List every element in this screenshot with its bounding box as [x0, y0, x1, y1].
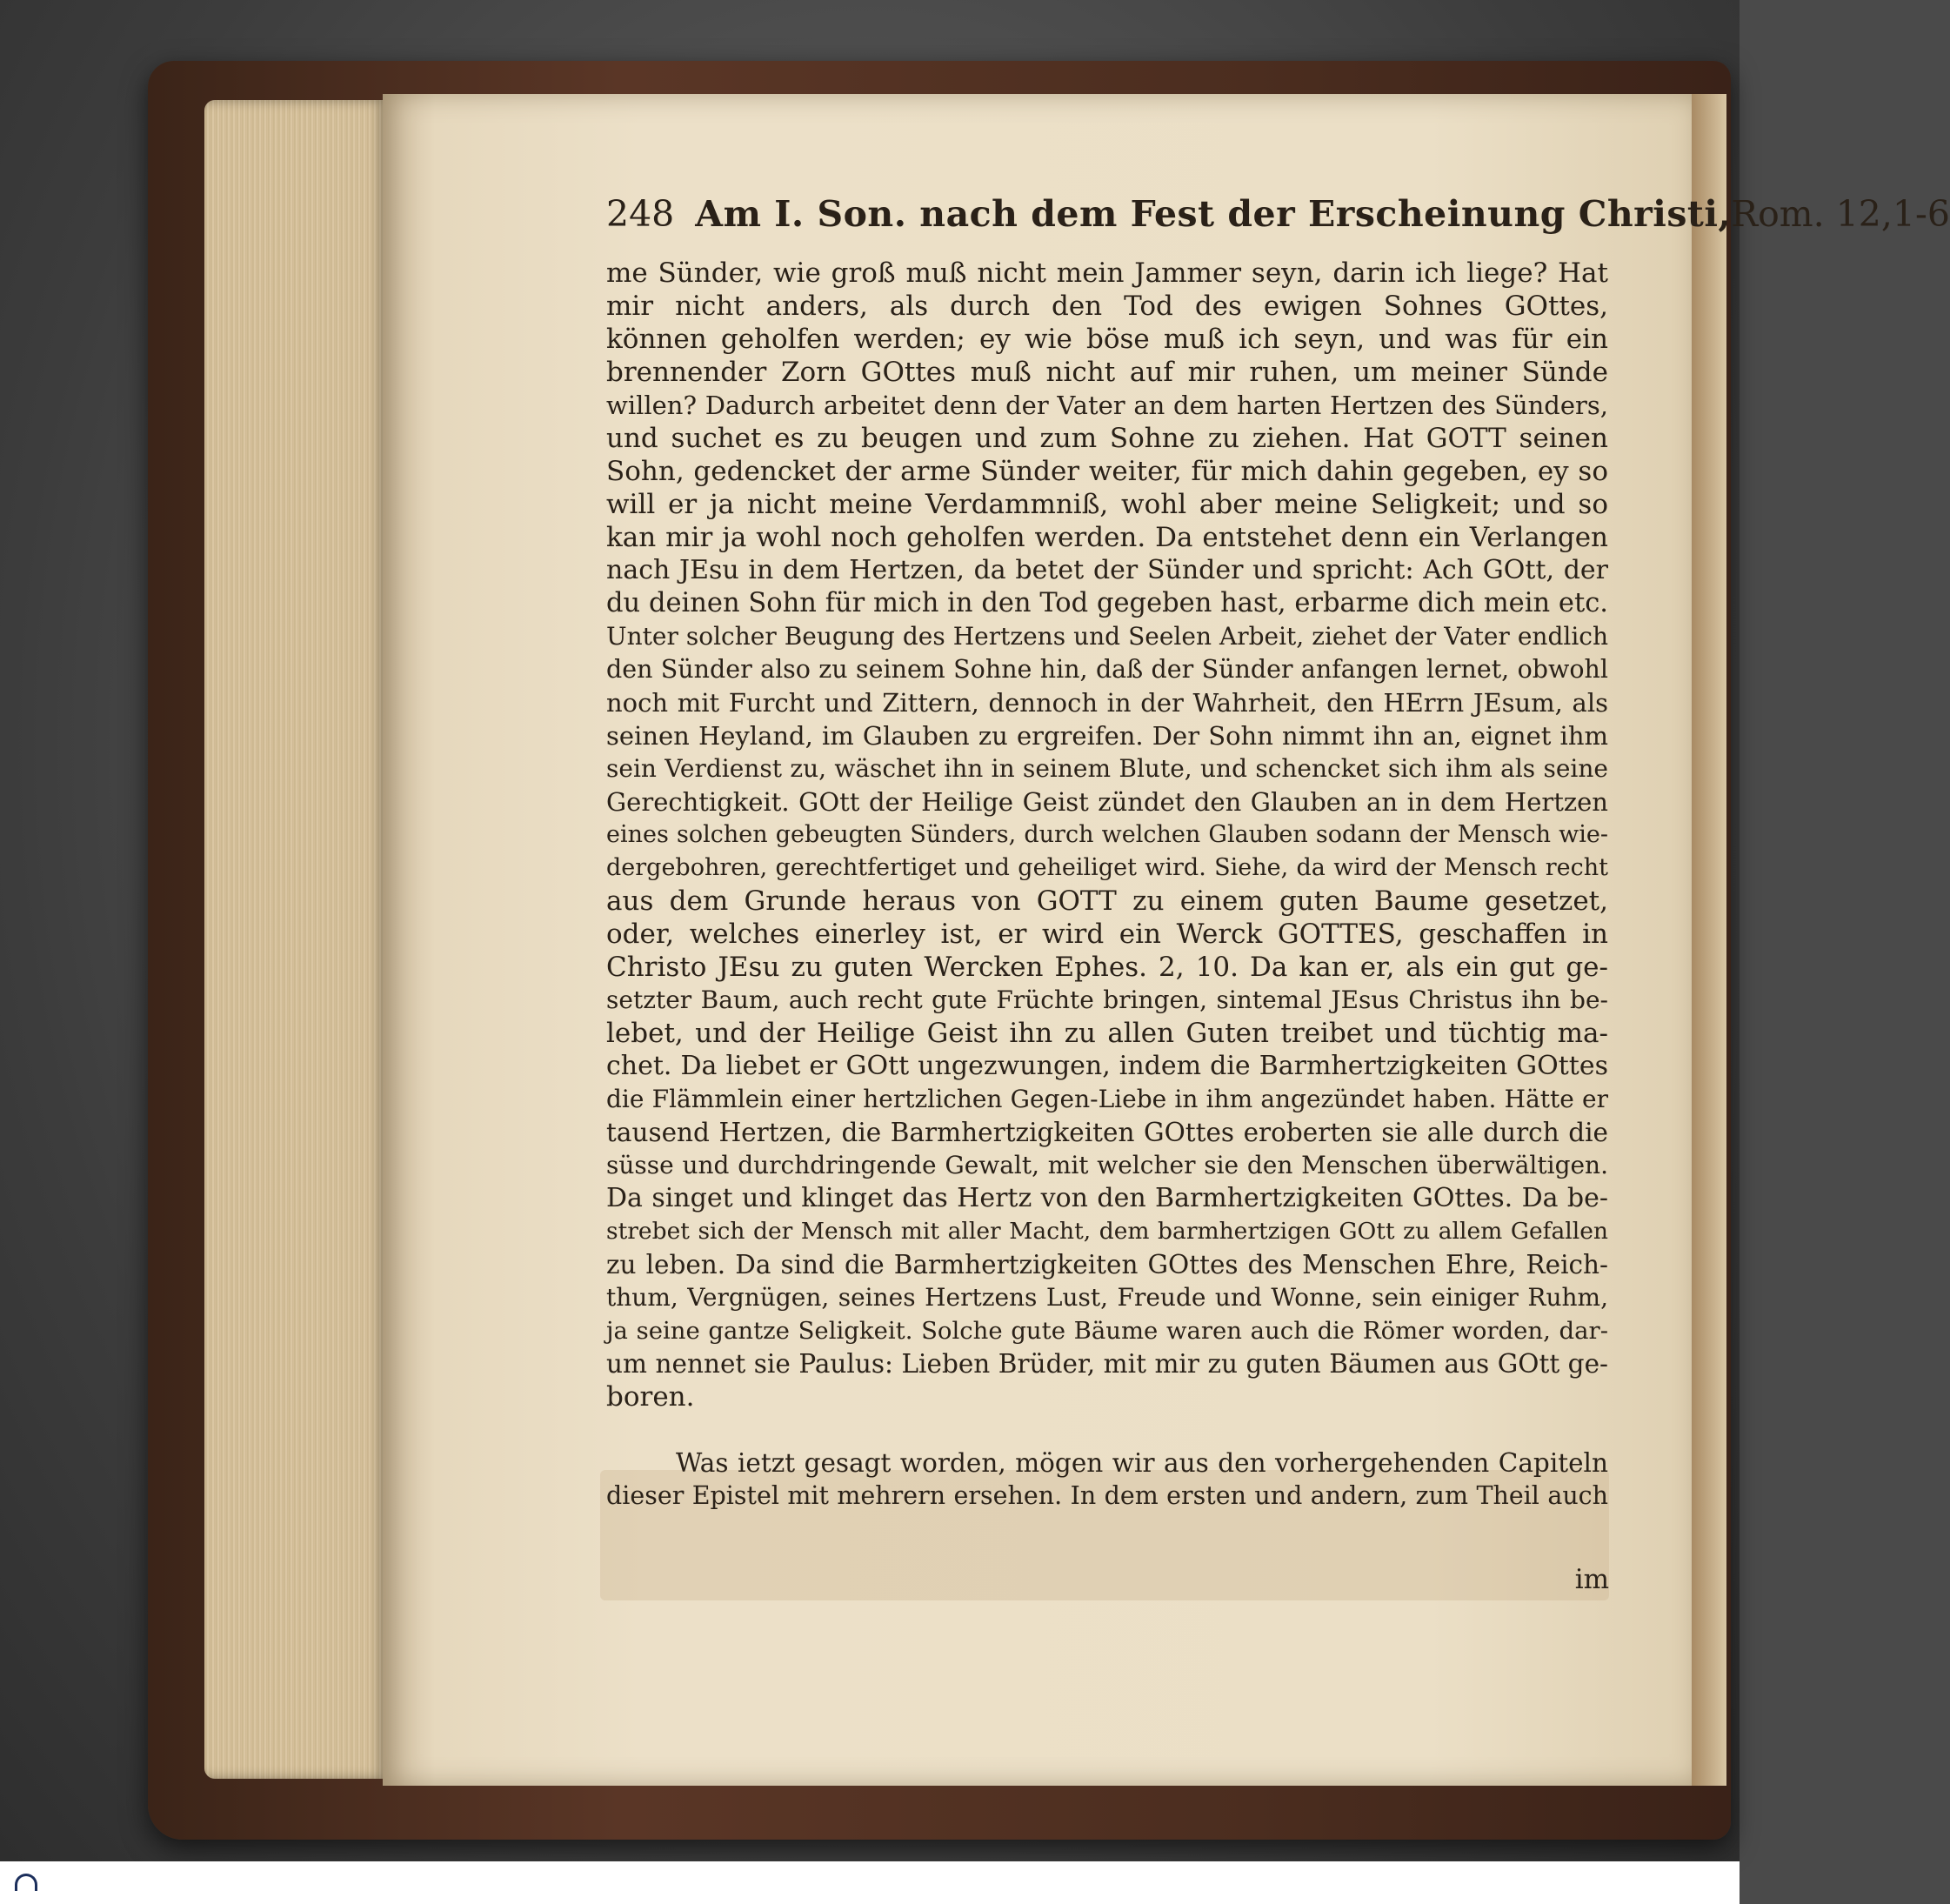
- text-line: die Flämmlein einer hertzlichen Gegen-Liebe in ihm angezündet haben. Hätte er: [606, 1085, 1608, 1113]
- text-line: zu leben. Da sind die Barmhertzigkeiten GOttes des Menschen Ehre, Reich-: [606, 1250, 1608, 1279]
- body-text: [606, 257, 1608, 1513]
- logo-arch-icon: [15, 1874, 37, 1891]
- text-line: nach JEsu in dem Hertzen, da betet der Sünder und spricht: Ach GOtt, der: [606, 555, 1608, 585]
- text-line: willen? Dadurch arbeitet denn der Vater an dem harten Hertzen des Sünders,: [606, 391, 1608, 420]
- text-line: brennender Zorn GOttes muß nicht auf mir ruhen, um meiner Sünde: [606, 357, 1608, 388]
- text-line: den Sünder also zu seinem Sohne hin, daß der Sünder anfangen lernet, obwohl: [606, 655, 1608, 684]
- catchword: im: [1574, 1564, 1609, 1595]
- text-line: tausend Hertzen, die Barmhertzigkeiten GOttes eroberten sie alle durch die: [606, 1118, 1608, 1147]
- institution-logo: [7, 1864, 45, 1901]
- text-line: um nennet sie Paulus: Lieben Brüder, mit mir zu guten Bäumen aus GOtt ge-: [606, 1349, 1608, 1379]
- text-line: Unter solcher Beugung des Hertzens und Seelen Arbeit, ziehet der Vater endlich: [606, 622, 1608, 651]
- text-line: strebet sich der Mensch mit aller Macht, dem barmhertzigen GOtt zu allem Gefallen: [606, 1218, 1608, 1245]
- text-line: kan mir ja wohl noch geholfen werden. Da entstehet denn ein Verlangen: [606, 522, 1608, 553]
- text-line: oder, welches einerley ist, er wird ein Werck GOTTES, geschaffen in: [606, 919, 1608, 950]
- text-line: seinen Heyland, im Glauben zu ergreifen. Der Sohn nimmt ihn an, eignet ihm: [606, 721, 1608, 751]
- text-line: Sohn, gedencket der arme Sünder weiter, für mich dahin gegeben, ey so: [606, 456, 1608, 487]
- footer-bar: [0, 1861, 1740, 1904]
- page-number: 248: [606, 193, 675, 235]
- text-line: will er ja nicht meine Verdammniß, wohl aber meine Seligkeit; und so: [606, 489, 1608, 520]
- text-line: ja seine gantze Seligkeit. Solche gute Bäume waren auch die Römer worden, dar-: [606, 1317, 1608, 1345]
- text-line: setzter Baum, auch recht gute Früchte bringen, sintemal JEsus Christus ihn be-: [606, 985, 1608, 1014]
- text-line: süsse und durchdringende Gewalt, mit welcher sie den Menschen überwältigen.: [606, 1151, 1608, 1179]
- text-line: aus dem Grunde heraus von GOTT zu einem guten Baume gesetzet,: [606, 885, 1608, 917]
- text-line: sein Verdienst zu, wäschet ihn in seinem Blute, und schencket sich ihm als seine: [606, 754, 1608, 783]
- page-edges: [204, 100, 387, 1779]
- text-line: me Sünder, wie groß muß nicht mein Jammer seyn, darin ich liege? Hat: [606, 257, 1608, 289]
- text-line: chet. Da liebet er GOtt ungezwungen, indem die Barmhertzigkeiten GOttes: [606, 1051, 1608, 1081]
- text-line: mir nicht anders, als durch den Tod des ewigen Sohnes GOttes,: [606, 291, 1608, 322]
- text-line: können geholfen werden; ey wie böse muß ich seyn, und was für ein: [606, 324, 1608, 355]
- text-line: Was ietzt gesagt worden, mögen wir aus den vorhergehenden Capiteln: [676, 1448, 1608, 1478]
- running-reference: Rom. 12,1-6: [1731, 193, 1950, 235]
- paragraph-gap: [606, 1413, 1608, 1446]
- text-line: noch mit Furcht und Zittern, dennoch in der Wahrheit, den HErrn JEsum, als: [606, 688, 1608, 718]
- running-title: Am I. Son. nach dem Fest der Erscheinung Christi,: [695, 193, 1732, 235]
- text-line: dieser Epistel mit mehrern ersehen. In dem ersten und andern, zum Theil auch: [606, 1481, 1608, 1510]
- text-line: eines solchen gebeugten Sünders, durch welchen Glauben sodann der Mensch wie-: [606, 821, 1608, 848]
- text-line: boren.: [606, 1381, 695, 1413]
- text-line: dergebohren, gerechtfertiget und geheiliget wird. Siehe, da wird der Mensch recht: [606, 854, 1608, 881]
- text-line: du deinen Sohn für mich in den Tod gegeben hast, erbarme dich mein etc.: [606, 588, 1608, 618]
- text-line: Gerechtigkeit. GOtt der Heilige Geist zündet den Glauben an in dem Hertzen: [606, 787, 1608, 817]
- text-line: Da singet und klinget das Hertz von den Barmhertzigkeiten GOttes. Da be-: [606, 1183, 1608, 1213]
- text-line: thum, Vergnügen, seines Hertzens Lust, Freude und Wonne, sein einiger Ruhm,: [606, 1283, 1608, 1312]
- text-line: und suchet es zu beugen und zum Sohne zu ziehen. Hat GOTT seinen: [606, 423, 1608, 454]
- facing-page-edge: [1692, 94, 1726, 1786]
- text-line: Christo JEsu zu guten Wercken Ephes. 2, 10. Da kan er, als ein gut ge-: [606, 952, 1608, 983]
- text-line: lebet, und der Heilige Geist ihn zu allen Guten treibet und tüchtig ma-: [606, 1018, 1608, 1049]
- running-head: [606, 193, 1950, 235]
